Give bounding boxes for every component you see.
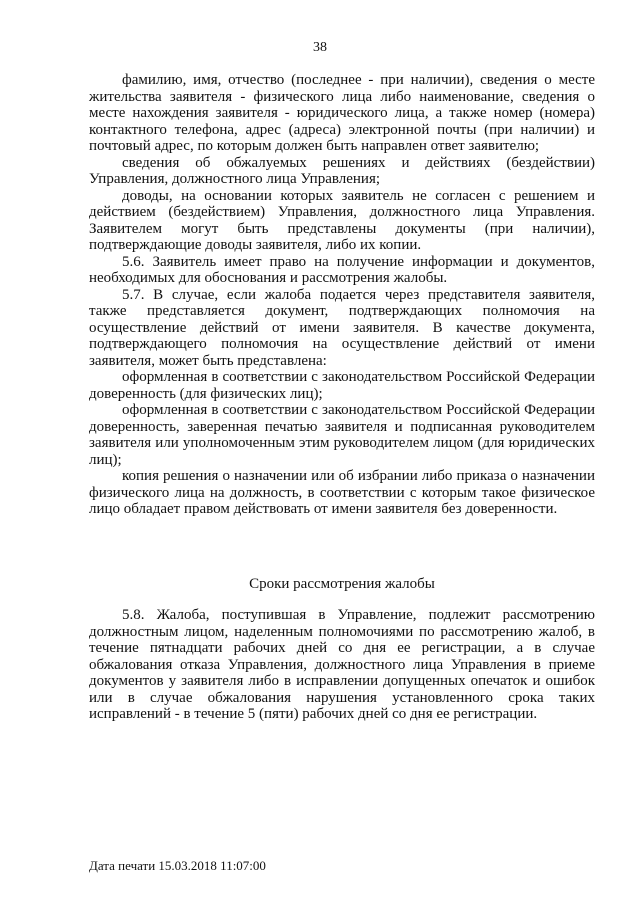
paragraph: 5.7. В случае, если жалоба подается через представителя заявителя, также представляется документ, подтверждающих полномочия на осуществление действий от имени заявителя. В качестве документа, подтверждающего полномочия на осуществление действий от имени заявителя, может быть представлена: [89, 286, 595, 369]
paragraph: оформленная в соответствии с законодательством Российской Федерации доверенность (для физических лиц); [89, 369, 595, 402]
paragraph: сведения об обжалуемых решениях и действиях (бездействии) Управления, должностного лица Управления; [89, 154, 595, 187]
paragraph: 5.8. Жалоба, поступившая в Управление, подлежит рассмотрению должностным лицом, наделенным полномочиями по рассмотрению жалоб, в течение пятнадцати рабочих дней со дня ее регистрации, а в случае обжалования отказа Управления, должностного лица Управления в приеме документов у заявителя либо в исправлении допущенных опечаток и ошибок или в случае обжалования нарушения установленного срока таких исправлений - в течение 5 (пяти) рабочих дней со дня ее регистрации. [89, 607, 595, 722]
paragraph: доводы, на основании которых заявитель не согласен с решением и действием (бездействием) Управления, должностного лица Управления. Заявителем могут быть представлены документы (при наличии), подтверждающие доводы заявителя, либо их копии. [89, 187, 595, 253]
print-date: Дата печати 15.03.2018 11:07:00 [89, 858, 266, 873]
page-number: 38 [313, 40, 327, 55]
paragraph: 5.6. Заявитель имеет право на получение информации и документов, необходимых для обоснования и рассмотрения жалобы. [89, 253, 595, 286]
paragraph: фамилию, имя, отчество (последнее - при наличии), сведения о месте жительства заявителя - физического лица либо наименование, сведения о месте нахождения заявителя - юридического лица, а также номер (номера) контактного телефона, адрес (адреса) электронной почты (при наличии) и почтовый адрес, по которым должен быть направлен ответ заявителю; [89, 72, 595, 154]
section-body [89, 607, 595, 723]
section-heading: Сроки рассмотрения жалобы [249, 576, 435, 592]
document-body [89, 72, 595, 518]
paragraph: копия решения о назначении или об избрании либо приказа о назначении физического лица на должность, в соответствии с которым такое физическое лицо обладает правом действовать от имени заявителя без доверенности. [89, 468, 595, 517]
paragraph: оформленная в соответствии с законодательством Российской Федерации доверенность, заверенная печатью заявителя и подписанная руководителем заявителя или уполномоченным этим руководителем лицом (для юридических лиц); [89, 402, 595, 468]
